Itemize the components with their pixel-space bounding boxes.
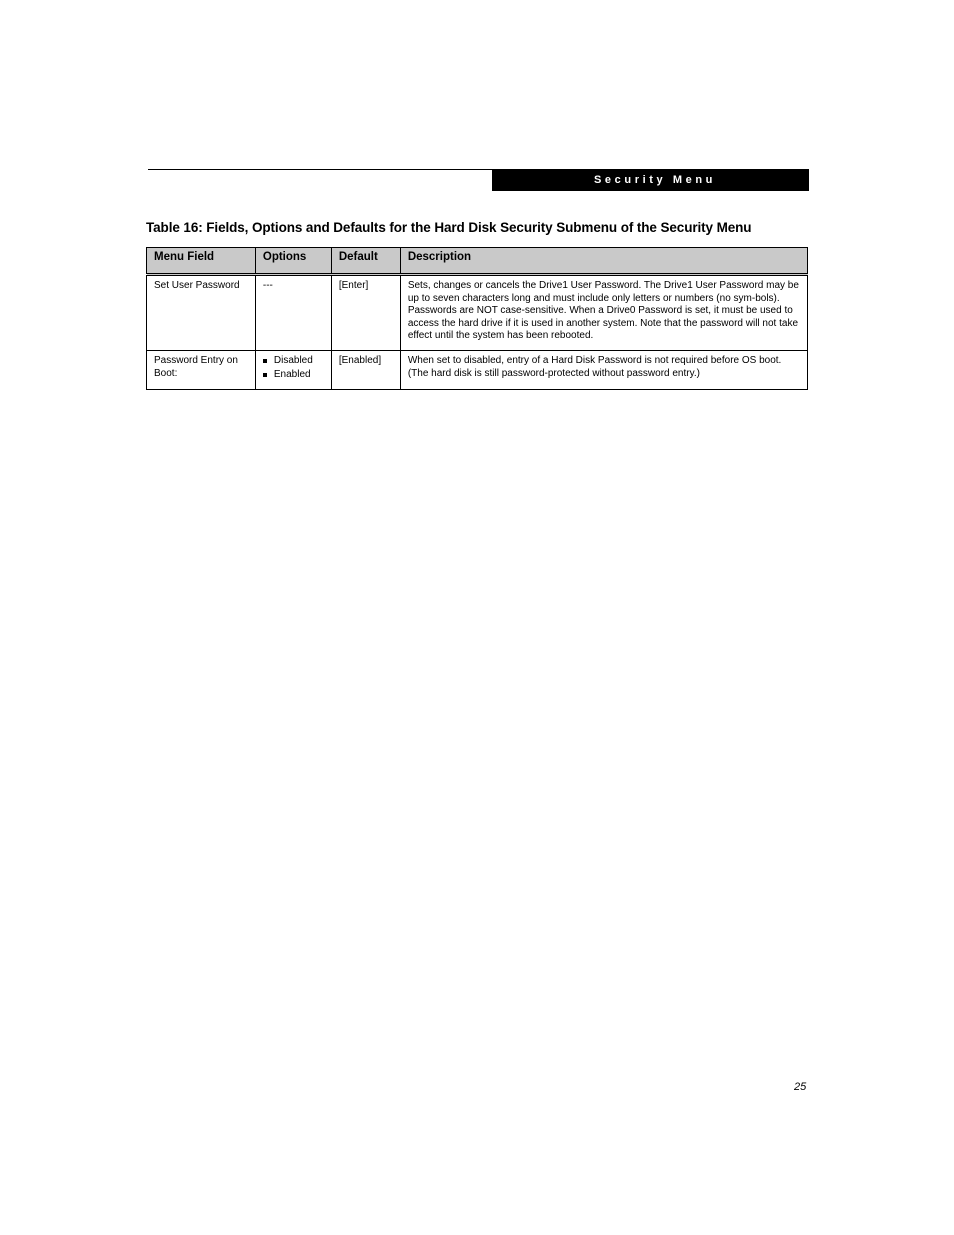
section-header-bar — [492, 169, 809, 191]
cell-options — [255, 351, 331, 390]
square-bullet-icon — [263, 359, 267, 363]
column-header-menu-field: Menu Field — [147, 248, 256, 275]
security-submenu-table — [146, 247, 808, 390]
option-label: Disabled — [273, 355, 313, 366]
page-number: 25 — [794, 1081, 807, 1093]
table-title: Table 16: Fields, Options and Defaults for the Hard Disk Security Submenu of the Security Menu — [146, 220, 752, 235]
square-bullet-icon — [263, 373, 267, 377]
column-header-description: Description — [400, 248, 807, 275]
table-header-row — [147, 248, 808, 275]
cell-menu-field: Password Entry on Boot: — [147, 351, 256, 390]
cell-description: When set to disabled, entry of a Hard Disk Password is not required before OS boot. (The hard disk is still password-protected without password entry.) — [400, 351, 807, 390]
options-list — [263, 355, 324, 382]
cell-menu-field: Set User Password — [147, 275, 256, 351]
table-row — [147, 351, 808, 390]
column-header-default: Default — [331, 248, 400, 275]
option-item — [263, 355, 324, 368]
table-row — [147, 275, 808, 351]
option-label: Enabled — [273, 369, 311, 380]
section-title: Security Menu — [594, 174, 716, 186]
header-rule — [148, 169, 494, 170]
cell-default: [Enter] — [331, 275, 400, 351]
option-item — [263, 369, 324, 382]
cell-options: --- — [255, 275, 331, 351]
cell-default: [Enabled] — [331, 351, 400, 390]
cell-description: Sets, changes or cancels the Drive1 User Password. The Drive1 User Password may be up to seven characters long and must include only letters or numbers (no sym-bols). Passwords are NOT case-sensitive. When a Drive0 Password is set, it must be used to access the hard drive if it is used in another system. Note that the password will not take effect until the system has been rebooted. — [400, 275, 807, 351]
column-header-options: Options — [255, 248, 331, 275]
